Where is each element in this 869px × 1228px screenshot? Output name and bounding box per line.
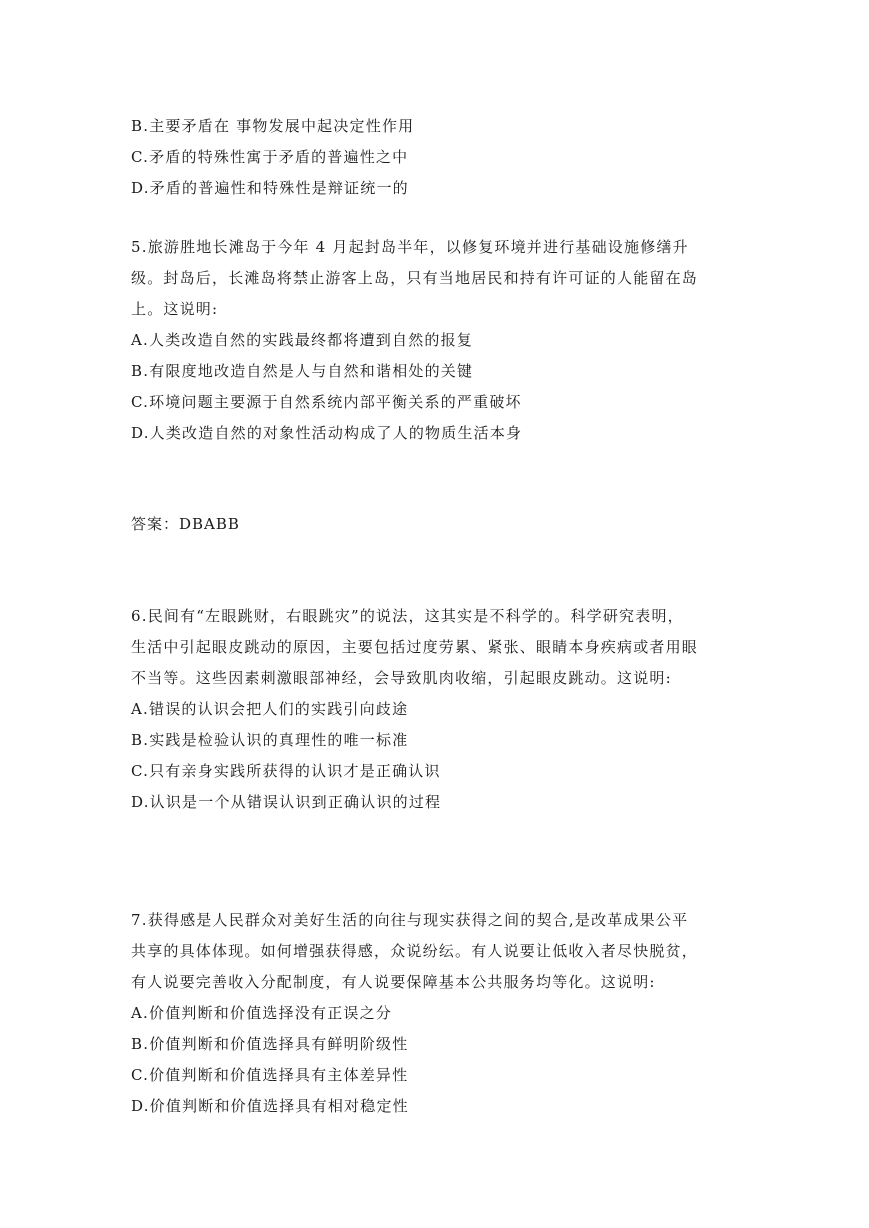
q7-option-c: C.价值判断和价值选择具有主体差异性 (131, 1066, 409, 1084)
q6-option-c: C.只有亲身实践所获得的认识才是正确认识 (131, 762, 441, 780)
q4-option-b: B.主要矛盾在 事物发展中起决定性作用 (131, 117, 415, 135)
q7-stem-line-2: 共享的具体体现。如何增强获得感，众说纷纭。有人说要让低收入者尽快脱贫， (131, 942, 699, 960)
q5-option-a: A.人类改造自然的实践最终都将遭到自然的报复 (131, 331, 474, 349)
q7-option-d: D.价值判断和价值选择具有相对稳定性 (131, 1097, 409, 1115)
q7-stem-line-3: 有人说要完善收入分配制度，有人说要保障基本公共服务均等化。这说明: (131, 973, 656, 991)
q5-option-d: D.人类改造自然的对象性活动构成了人的物质生活本身 (131, 424, 523, 442)
answer-key: 答案：DBABB (131, 515, 240, 533)
q5-option-b: B.有限度地改造自然是人与自然和谐相处的关键 (131, 362, 474, 380)
q6-option-d: D.认识是一个从错误认识到正确认识的过程 (131, 793, 442, 811)
q7-stem-line-1: 7.获得感是人民群众对美好生活的向往与现实获得之间的契合,是改革成果公平 (131, 911, 689, 929)
q7-option-a: A.价值判断和价值选择没有正误之分 (131, 1004, 393, 1022)
q4-option-c: C.矛盾的特殊性寓于矛盾的普遍性之中 (131, 148, 409, 166)
q6-stem-line-3: 不当等。这些因素刺激眼部神经，会导致肌肉收缩，引起眼皮跳动。这说明: (131, 669, 672, 687)
q5-stem-line-1: 5.旅游胜地长滩岛于今年 4 月起封岛半年，以修复环境并进行基础设施修缮升 (131, 238, 689, 256)
q6-option-a: A.错误的认识会把人们的实践引向歧途 (131, 700, 409, 718)
q6-stem-line-2: 生活中引起眼皮跳动的原因，主要包括过度劳累、紧张、眼睛本身疾病或者用眼 (131, 638, 699, 656)
q6-option-b: B.实践是检验认识的真理性的唯一标准 (131, 731, 409, 749)
q4-option-d: D.矛盾的普遍性和特殊性是辩证统一的 (131, 179, 409, 197)
q5-option-c: C.环境问题主要源于自然系统内部平衡关系的严重破坏 (131, 393, 522, 411)
q6-stem-line-1: 6.民间有“左眼跳财，右眼跳灾”的说法，这其实是不科学的。科学研究表明， (131, 607, 684, 625)
q5-stem-line-3: 上。这说明: (131, 300, 219, 318)
q5-stem-line-2: 级。封岛后，长滩岛将禁止游客上岛，只有当地居民和持有许可证的人能留在岛 (131, 269, 699, 287)
q7-option-b: B.价值判断和价值选择具有鲜明阶级性 (131, 1035, 409, 1053)
